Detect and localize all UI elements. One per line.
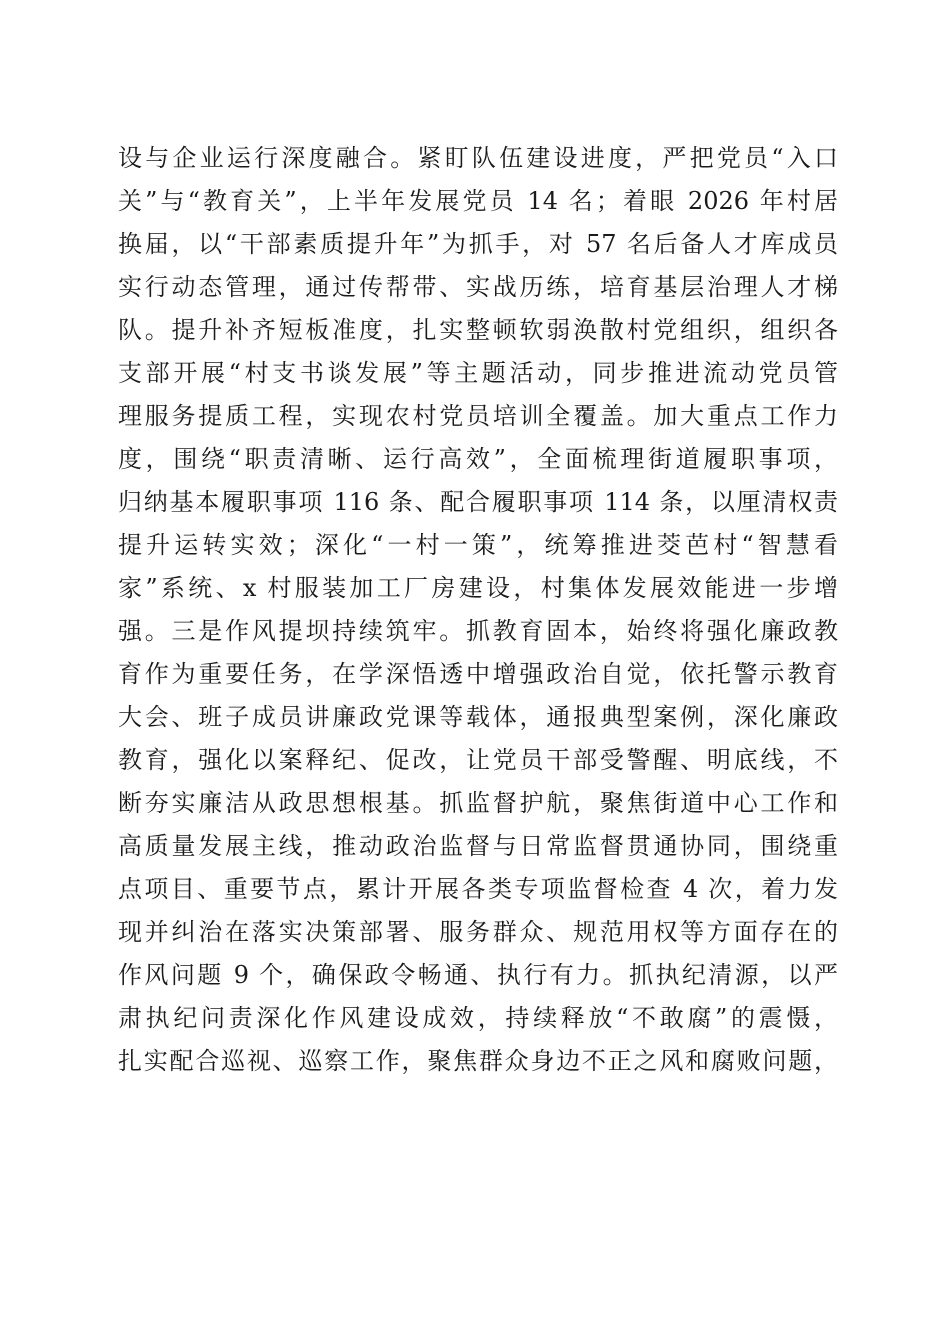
- text-line: 断夯实廉洁从政思想根基。抓监督护航，聚焦街道中心工作和: [118, 789, 838, 817]
- text-line: 扎实配合巡视、巡察工作，聚焦群众身边不正之风和腐败问题，: [118, 1047, 838, 1075]
- text-line: 支部开展“村支书谈发展”等主题活动，同步推进流动党员管: [118, 359, 838, 387]
- text-line: 育作为重要任务，在学深悟透中增强政治自觉，依托警示教育: [118, 660, 838, 688]
- text-line: 设与企业运行深度融合。紧盯队伍建设进度，严把党员“入口: [118, 144, 838, 172]
- text-line: 关”与“教育关”，上半年发展党员 14 名；着眼 2026 年村居: [118, 187, 838, 215]
- text-line: 家”系统、x 村服装加工厂房建设，村集体发展效能进一步增: [118, 574, 838, 602]
- text-line: 教育，强化以案释纪、促改，让党员干部受警醒、明底线，不: [118, 746, 838, 774]
- text-line: 大会、班子成员讲廉政党课等载体，通报典型案例，深化廉政: [118, 703, 838, 731]
- body-text: [118, 137, 838, 1083]
- text-line: 归纳基本履职事项 116 条、配合履职事项 114 条，以厘清权责: [118, 488, 838, 516]
- text-line: 肃执纪问责深化作风建设成效，持续释放“不敢腐”的震慑，: [118, 1004, 838, 1032]
- text-line: 高质量发展主线，推动政治监督与日常监督贯通协同，围绕重: [118, 832, 838, 860]
- text-line: 度，围绕“职责清晰、运行高效”，全面梳理街道履职事项，: [118, 445, 838, 473]
- text-line: 现并纠治在落实决策部署、服务群众、规范用权等方面存在的: [118, 918, 838, 946]
- text-line: 理服务提质工程，实现农村党员培训全覆盖。加大重点工作力: [118, 402, 838, 430]
- text-line: 提升运转实效；深化“一村一策”，统筹推进茭芭村“智慧看: [118, 531, 838, 559]
- text-line: 换届，以“干部素质提升年”为抓手，对 57 名后备人才库成员: [118, 230, 838, 258]
- text-line: 点项目、重要节点，累计开展各类专项监督检查 4 次，着力发: [118, 875, 838, 903]
- text-line: 强。三是作风提坝持续筑牢。抓教育固本，始终将强化廉政教: [118, 617, 838, 645]
- text-line: 实行动态管理，通过传帮带、实战历练，培育基层治理人才梯: [118, 273, 838, 301]
- text-line: 队。提升补齐短板准度，扎实整顿软弱涣散村党组织，组织各: [118, 316, 838, 344]
- text-line: 作风问题 9 个，确保政令畅通、执行有力。抓执纪清源，以严: [118, 961, 838, 989]
